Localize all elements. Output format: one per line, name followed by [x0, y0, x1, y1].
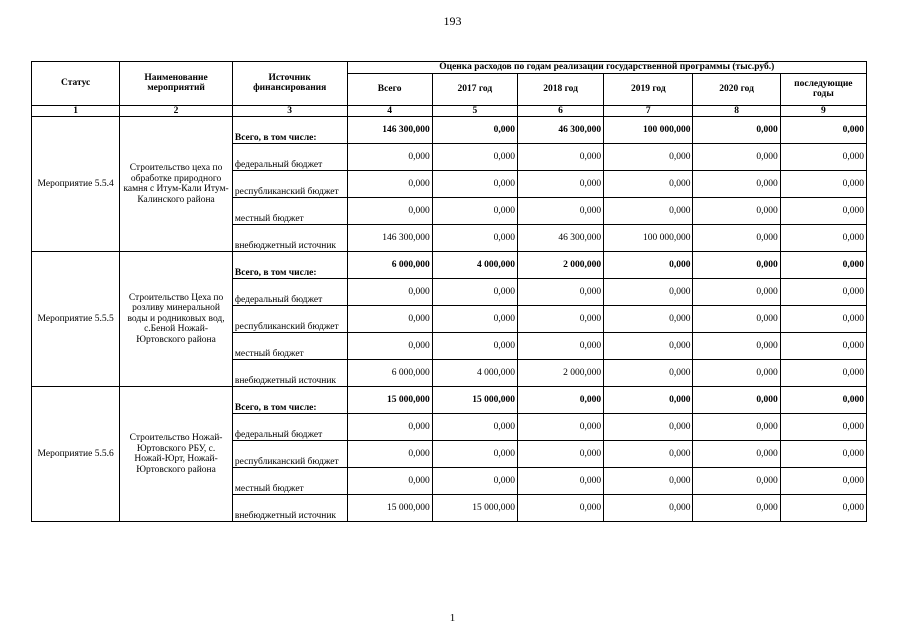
funding-source: Всего, в том числе: — [232, 252, 347, 279]
amount-cell: 0,000 — [693, 306, 780, 333]
amount-cell: 46 300,000 — [517, 117, 603, 144]
amount-cell: 0,000 — [604, 252, 693, 279]
amount-cell: 0,000 — [693, 198, 780, 225]
header-source: Источник финансирования — [232, 62, 347, 106]
amount-cell: 0,000 — [780, 333, 866, 360]
column-number: 4 — [347, 105, 432, 117]
amount-cell: 0,000 — [517, 171, 603, 198]
header-year-2018: 2018 год — [517, 73, 603, 105]
amount-cell: 0,000 — [693, 387, 780, 414]
amount-cell: 0,000 — [780, 225, 866, 252]
amount-cell: 0,000 — [517, 387, 603, 414]
header-year-total: Всего — [347, 73, 432, 105]
funding-source: федеральный бюджет — [232, 144, 347, 171]
amount-cell: 0,000 — [780, 279, 866, 306]
funding-source: федеральный бюджет — [232, 279, 347, 306]
header-year-2017: 2017 год — [432, 73, 517, 105]
amount-cell: 0,000 — [693, 441, 780, 468]
column-number: 2 — [120, 105, 233, 117]
amount-cell: 0,000 — [432, 441, 517, 468]
measure-name: Строительство Цеха по розливу минеральной воды и родниковых вод, с.Беной Ножай-Юртовского района — [120, 252, 233, 387]
amount-cell: 0,000 — [517, 279, 603, 306]
amount-cell: 0,000 — [517, 144, 603, 171]
amount-cell: 0,000 — [780, 360, 866, 387]
amount-cell: 0,000 — [517, 333, 603, 360]
amount-cell: 0,000 — [693, 360, 780, 387]
page-number: 193 — [443, 14, 462, 28]
header-name: Наименование мероприятий — [120, 62, 233, 106]
amount-cell: 46 300,000 — [517, 225, 603, 252]
budget-table-body — [32, 117, 867, 522]
amount-cell: 6 000,000 — [347, 252, 432, 279]
column-number: 7 — [604, 105, 693, 117]
amount-cell: 0,000 — [432, 117, 517, 144]
column-number: 6 — [517, 105, 603, 117]
amount-cell: 0,000 — [517, 468, 603, 495]
column-number: 8 — [693, 105, 780, 117]
funding-source: внебюджетный источник — [232, 360, 347, 387]
amount-cell: 0,000 — [780, 117, 866, 144]
amount-cell: 0,000 — [604, 279, 693, 306]
amount-cell: 0,000 — [517, 414, 603, 441]
amount-cell: 0,000 — [347, 198, 432, 225]
amount-cell: 0,000 — [432, 225, 517, 252]
amount-cell: 100 000,000 — [604, 225, 693, 252]
amount-cell: 0,000 — [347, 279, 432, 306]
amount-cell: 0,000 — [693, 495, 780, 522]
amount-cell: 0,000 — [604, 387, 693, 414]
amount-cell: 0,000 — [604, 306, 693, 333]
amount-cell: 0,000 — [604, 414, 693, 441]
header-year-2019: 2019 год — [604, 73, 693, 105]
budget-table — [31, 61, 867, 522]
amount-cell: 0,000 — [347, 468, 432, 495]
amount-cell: 0,000 — [347, 144, 432, 171]
amount-cell: 15 000,000 — [432, 387, 517, 414]
amount-cell: 0,000 — [432, 333, 517, 360]
amount-cell: 0,000 — [693, 117, 780, 144]
amount-cell: 6 000,000 — [347, 360, 432, 387]
column-number: 1 — [32, 105, 120, 117]
funding-source: внебюджетный источник — [232, 495, 347, 522]
funding-source: республиканский бюджет — [232, 306, 347, 333]
amount-cell: 0,000 — [780, 171, 866, 198]
amount-cell: 0,000 — [780, 387, 866, 414]
amount-cell: 0,000 — [780, 468, 866, 495]
funding-source: местный бюджет — [232, 468, 347, 495]
table-row-total — [32, 387, 867, 414]
amount-cell: 4 000,000 — [432, 360, 517, 387]
amount-cell: 0,000 — [693, 252, 780, 279]
amount-cell: 0,000 — [780, 306, 866, 333]
amount-cell: 0,000 — [780, 252, 866, 279]
amount-cell: 0,000 — [693, 225, 780, 252]
funding-source: местный бюджет — [232, 333, 347, 360]
amount-cell: 0,000 — [780, 144, 866, 171]
amount-cell: 0,000 — [693, 171, 780, 198]
measure-status: Мероприятие 5.5.5 — [32, 252, 120, 387]
amount-cell: 0,000 — [432, 468, 517, 495]
amount-cell: 0,000 — [347, 441, 432, 468]
amount-cell: 146 300,000 — [347, 117, 432, 144]
amount-cell: 0,000 — [432, 306, 517, 333]
amount-cell: 0,000 — [604, 144, 693, 171]
amount-cell: 0,000 — [693, 414, 780, 441]
measure-status: Мероприятие 5.5.6 — [32, 387, 120, 522]
amount-cell: 15 000,000 — [432, 495, 517, 522]
column-number: 9 — [780, 105, 866, 117]
amount-cell: 0,000 — [780, 441, 866, 468]
funding-source: местный бюджет — [232, 198, 347, 225]
footer-mark: 1 — [449, 612, 456, 624]
amount-cell: 0,000 — [693, 468, 780, 495]
amount-cell: 0,000 — [780, 414, 866, 441]
amount-cell: 0,000 — [604, 360, 693, 387]
amount-cell: 2 000,000 — [517, 360, 603, 387]
amount-cell: 0,000 — [780, 198, 866, 225]
column-number: 5 — [432, 105, 517, 117]
amount-cell: 0,000 — [604, 495, 693, 522]
amount-cell: 0,000 — [517, 198, 603, 225]
amount-cell: 0,000 — [347, 306, 432, 333]
amount-cell: 0,000 — [432, 144, 517, 171]
header-year-later: последующие годы — [780, 73, 866, 105]
funding-source: федеральный бюджет — [232, 414, 347, 441]
amount-cell: 0,000 — [604, 198, 693, 225]
measure-status: Мероприятие 5.5.4 — [32, 117, 120, 252]
amount-cell: 0,000 — [432, 414, 517, 441]
table-row-total — [32, 117, 867, 144]
measure-name: Строительство цеха по обработке природного камня с Итум-Кали Итум-Калинского района — [120, 117, 233, 252]
amount-cell: 100 000,000 — [604, 117, 693, 144]
amount-cell: 15 000,000 — [347, 495, 432, 522]
amount-cell: 0,000 — [604, 468, 693, 495]
amount-cell: 146 300,000 — [347, 225, 432, 252]
header-year-2020: 2020 год — [693, 73, 780, 105]
amount-cell: 0,000 — [517, 441, 603, 468]
funding-source: внебюджетный источник — [232, 225, 347, 252]
measure-name: Строительство Ножай-Юртовского РБУ, с. Ножай-Юрт, Ножай-Юртовского района — [120, 387, 233, 522]
funding-source: республиканский бюджет — [232, 441, 347, 468]
amount-cell: 0,000 — [693, 144, 780, 171]
header-estimate-group: Оценка расходов по годам реализации государственной программы (тыс.руб.) — [347, 62, 867, 74]
amount-cell: 0,000 — [432, 279, 517, 306]
amount-cell: 0,000 — [517, 306, 603, 333]
amount-cell: 0,000 — [604, 333, 693, 360]
funding-source: Всего, в том числе: — [232, 387, 347, 414]
amount-cell: 0,000 — [347, 333, 432, 360]
amount-cell: 0,000 — [604, 441, 693, 468]
amount-cell: 0,000 — [604, 171, 693, 198]
amount-cell: 0,000 — [517, 495, 603, 522]
amount-cell: 4 000,000 — [432, 252, 517, 279]
amount-cell: 0,000 — [432, 198, 517, 225]
amount-cell: 0,000 — [347, 171, 432, 198]
header-status: Статус — [32, 62, 120, 106]
amount-cell: 15 000,000 — [347, 387, 432, 414]
amount-cell: 0,000 — [432, 171, 517, 198]
amount-cell: 0,000 — [693, 279, 780, 306]
amount-cell: 0,000 — [347, 414, 432, 441]
amount-cell: 2 000,000 — [517, 252, 603, 279]
funding-source: республиканский бюджет — [232, 171, 347, 198]
funding-source: Всего, в том числе: — [232, 117, 347, 144]
column-number: 3 — [232, 105, 347, 117]
amount-cell: 0,000 — [780, 495, 866, 522]
amount-cell: 0,000 — [693, 333, 780, 360]
table-row-total — [32, 252, 867, 279]
